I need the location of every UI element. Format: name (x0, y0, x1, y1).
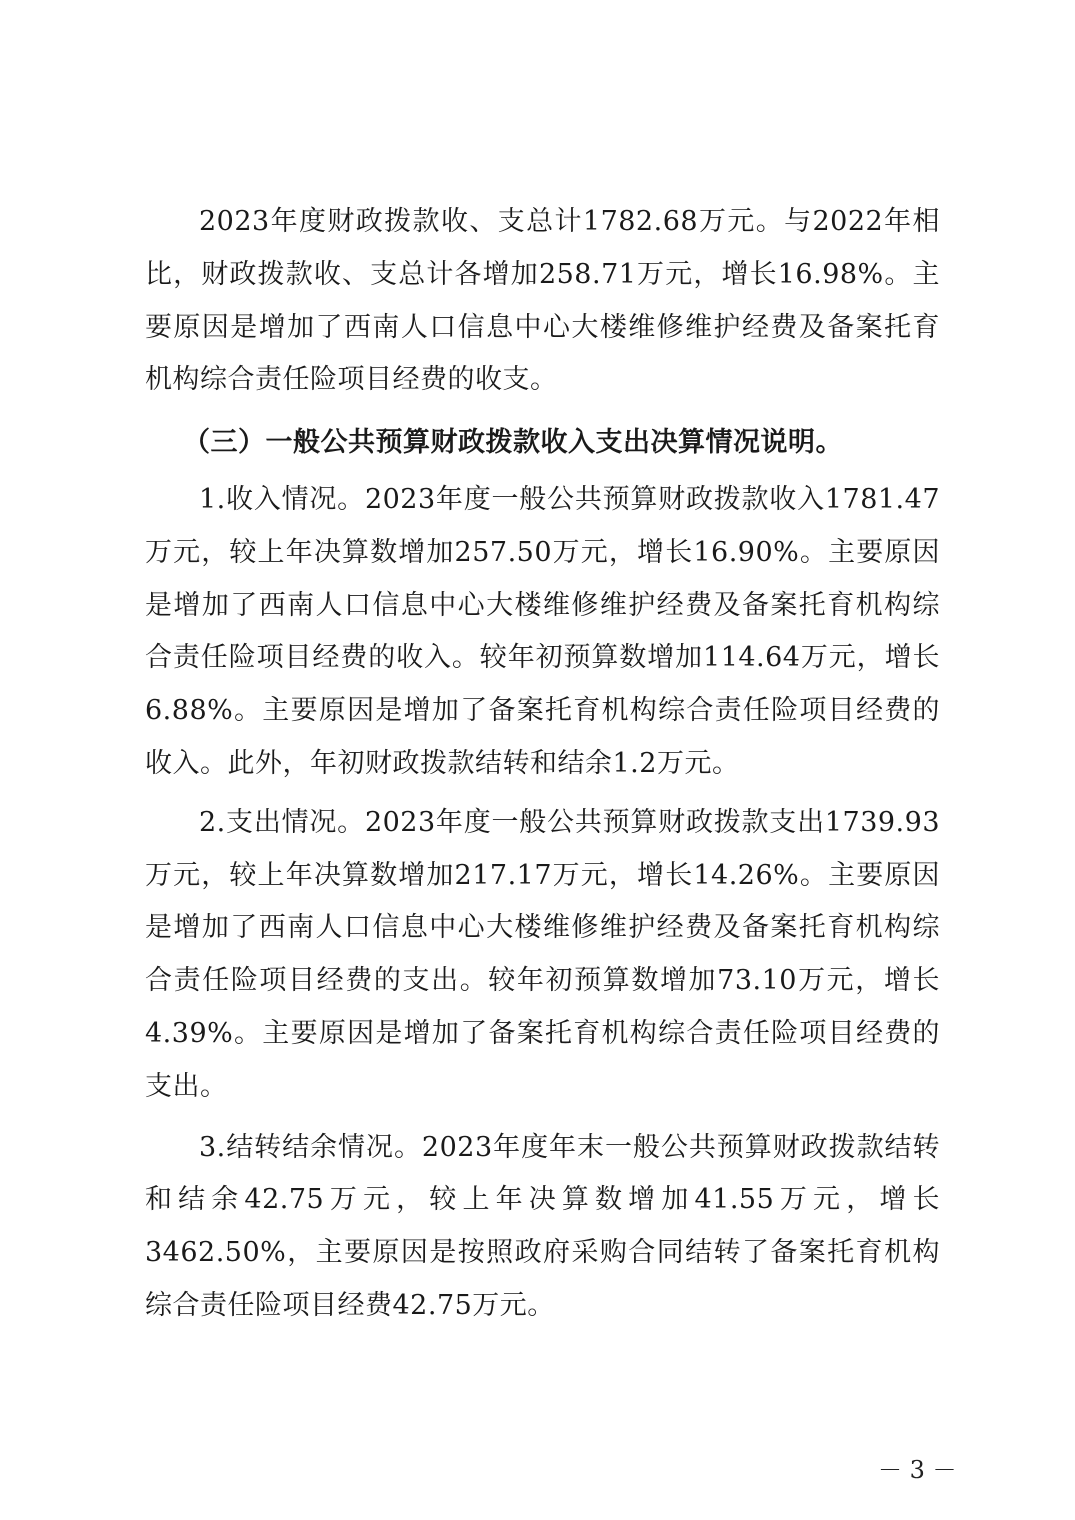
paragraph-summary: 2023年度财政拨款收、支总计1782.68万元。与2022年相比，财政拨款收、支总计各增加258.71万元，增长16.98%。主要原因是增加了西南人口信息中心大楼维修维护经费及备案托育机构综合责任险项目经费的收支。 (145, 206, 940, 396)
document-body (145, 196, 940, 1341)
paragraph-carryover: 3.结转结余情况。2023年度年末一般公共预算财政拨款结转和结余42.75万元，较上年决算数增加41.55万元，增长3462.50%，主要原因是按照政府采购合同结转了备案托育机构综合责任险项目经费42.75万元。 (145, 1131, 940, 1321)
paragraph-income: 1.收入情况。2023年度一般公共预算财政拨款收入1781.47万元，较上年决算数增加257.50万元，增长16.90%。主要原因是增加了西南人口信息中心大楼维修维护经费及备案托育机构综合责任险项目经费的收入。较年初预算数增加114.64万元，增长6.88%。主要原因是增加了备案托育机构综合责任险项目经费的收入。此外，年初财政拨款结转和结余1.2万元。 (145, 483, 940, 779)
page-number: － 3 － (878, 1456, 957, 1484)
section-heading: （三）一般公共预算财政拨款收入支出决算情况说明。 (183, 427, 843, 459)
paragraph-expenditure: 2.支出情况。2023年度一般公共预算财政拨款支出1739.93万元，较上年决算数增加217.17万元，增长14.26%。主要原因是增加了西南人口信息中心大楼维修维护经费及备案托育机构综合责任险项目经费的支出。较年初预算数增加73.10万元，增长4.39%。主要原因是增加了备案托育机构综合责任险项目经费的支出。 (145, 806, 940, 1102)
